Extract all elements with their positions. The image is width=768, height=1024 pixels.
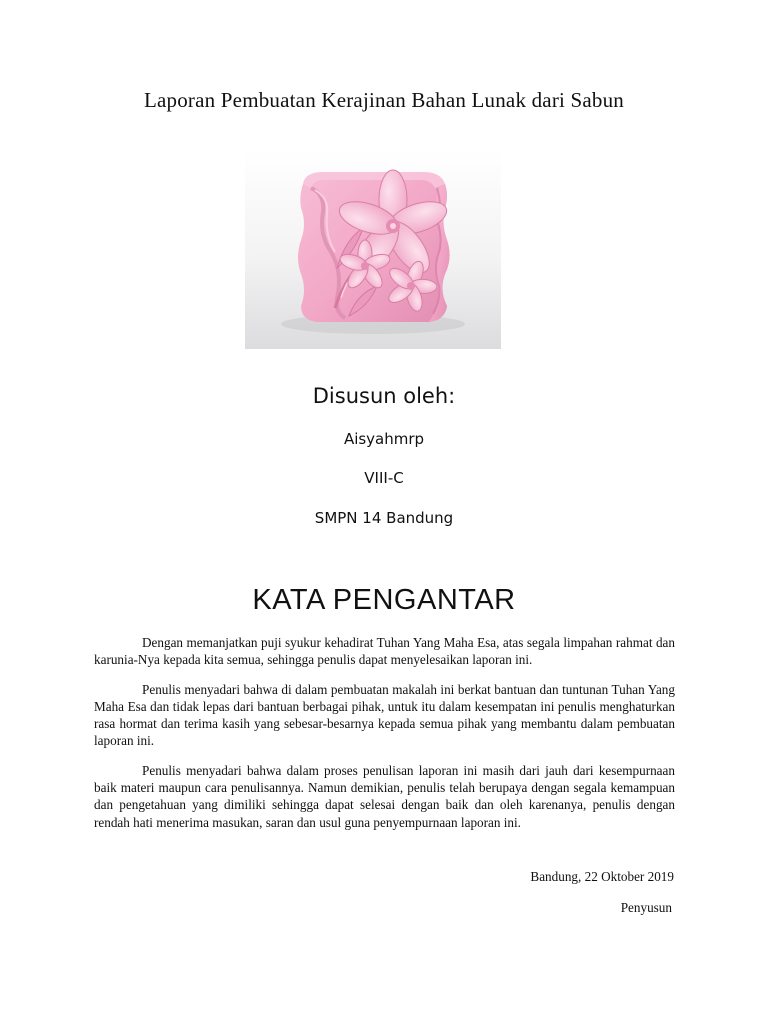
preface-heading: KATA PENGANTAR: [252, 584, 516, 616]
preface-paragraph: Dengan memanjatkan puji syukur kehadirat Tuhan Yang Maha Esa, atas segala limpahan rahmat dan karunia-Nya kepada kita semua, sehingga penulis dapat menyelesaikan laporan ini.: [94, 635, 675, 668]
school-name: SMPN 14 Bandung: [314, 509, 454, 527]
report-title: Laporan Pembuatan Kerajinan Bahan Lunak dari Sabun: [143, 88, 624, 112]
authored-by-label: Disusun oleh:: [312, 384, 456, 408]
author-name: Aisyahmrp: [343, 430, 425, 448]
class-name: VIII-C: [364, 469, 404, 487]
preface-paragraph: Penulis menyadari bahwa dalam proses penulisan laporan ini masih dari jauh dari kesempurnaan baik materi maupun cara penulisannya. Namun demikian, penulis telah berupaya dengan segala kemampuan dan pengetahuan yang dimiliki sehingga dapat selesai dengan baik dan oleh karenanya, penulis dengan rendah hati menerima masukan, saran dan usul guna penyempurnaan laporan ini.: [94, 762, 675, 830]
soap-flower-photo: [245, 148, 501, 349]
preface-body: [94, 634, 675, 843]
signer: Penyusun: [620, 900, 672, 915]
preface-paragraph: Penulis menyadari bahwa di dalam pembuatan makalah ini berkat bantuan dan tuntunan Tuhan Yang Maha Esa dan tidak lepas dari bantuan berbagai pihak, untuk itu dalam kesempatan ini penulis menghaturkan rasa hormat dan terima kasih yang sebesar-besarnya kepada semua pihak yang membantu dalam pembuatan laporan ini.: [94, 681, 675, 749]
place-date: Bandung, 22 Oktober 2019: [530, 869, 674, 884]
